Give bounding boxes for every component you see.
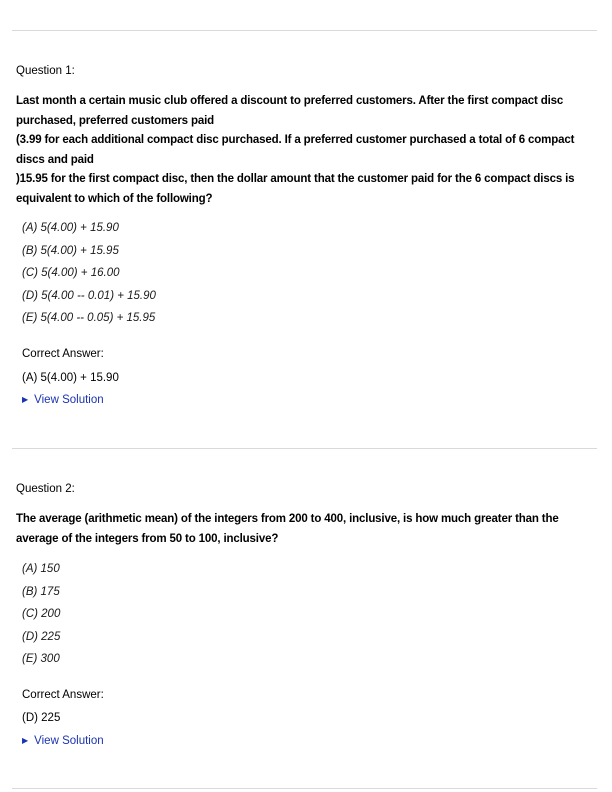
- answer-options: [22, 558, 60, 671]
- answer-option[interactable]: (B) 175: [22, 585, 60, 598]
- question-text-line: (3.99 for each additional compact disc purchased. If a preferred customer purchased a total of 6 compact discs and paid: [16, 134, 575, 166]
- answer-option[interactable]: (B) 5(4.00) + 15.95: [22, 244, 119, 257]
- view-solution-link[interactable]: [22, 734, 104, 748]
- answer-option[interactable]: (C) 5(4.00) + 16.00: [22, 267, 120, 279]
- correct-answer-label: Correct Answer:: [22, 689, 104, 701]
- triangle-right-icon: ▶: [22, 736, 29, 745]
- answer-option[interactable]: (E) 5(4.00 -- 0.05) + 15.95: [22, 312, 156, 324]
- answer-option[interactable]: (A) 5(4.00) + 15.90: [22, 222, 119, 234]
- question-title: Question 2:: [16, 483, 75, 495]
- question-text: [16, 510, 586, 549]
- question-text: [16, 92, 586, 209]
- correct-answer-label: Correct Answer:: [22, 348, 104, 360]
- divider: [12, 448, 597, 449]
- question-text-line: The average (arithmetic mean) of the integers from 200 to 400, inclusive, is how much greater than the average of the integers from 50 to 100, inclusive?: [16, 513, 559, 545]
- correct-answer-value: (A) 5(4.00) + 15.90: [22, 372, 119, 384]
- answer-option[interactable]: (D) 5(4.00 -- 0.01) + 15.90: [22, 289, 156, 302]
- answer-option[interactable]: (D) 225: [22, 630, 61, 643]
- view-solution-label: View Solution: [34, 735, 104, 747]
- answer-option[interactable]: (C) 200: [22, 608, 61, 620]
- view-solution-label: View Solution: [34, 394, 104, 406]
- answer-options: [22, 217, 156, 330]
- question-text-line: Last month a certain music club offered a discount to preferred customers. After the first compact disc purchased, preferred customers paid: [16, 95, 564, 127]
- triangle-right-icon: ▶: [22, 395, 29, 404]
- question-text-line: )15.95 for the first compact disc, then the dollar amount that the customer paid for the 6 compact discs is equivalent to which of the following?: [16, 173, 575, 205]
- view-solution-link[interactable]: [22, 393, 104, 407]
- answer-option[interactable]: (A) 150: [22, 563, 60, 575]
- correct-answer-value: (D) 225: [22, 712, 61, 724]
- answer-option[interactable]: (E) 300: [22, 653, 60, 665]
- question-title: Question 1:: [16, 65, 75, 77]
- divider: [12, 788, 597, 789]
- divider: [12, 30, 597, 31]
